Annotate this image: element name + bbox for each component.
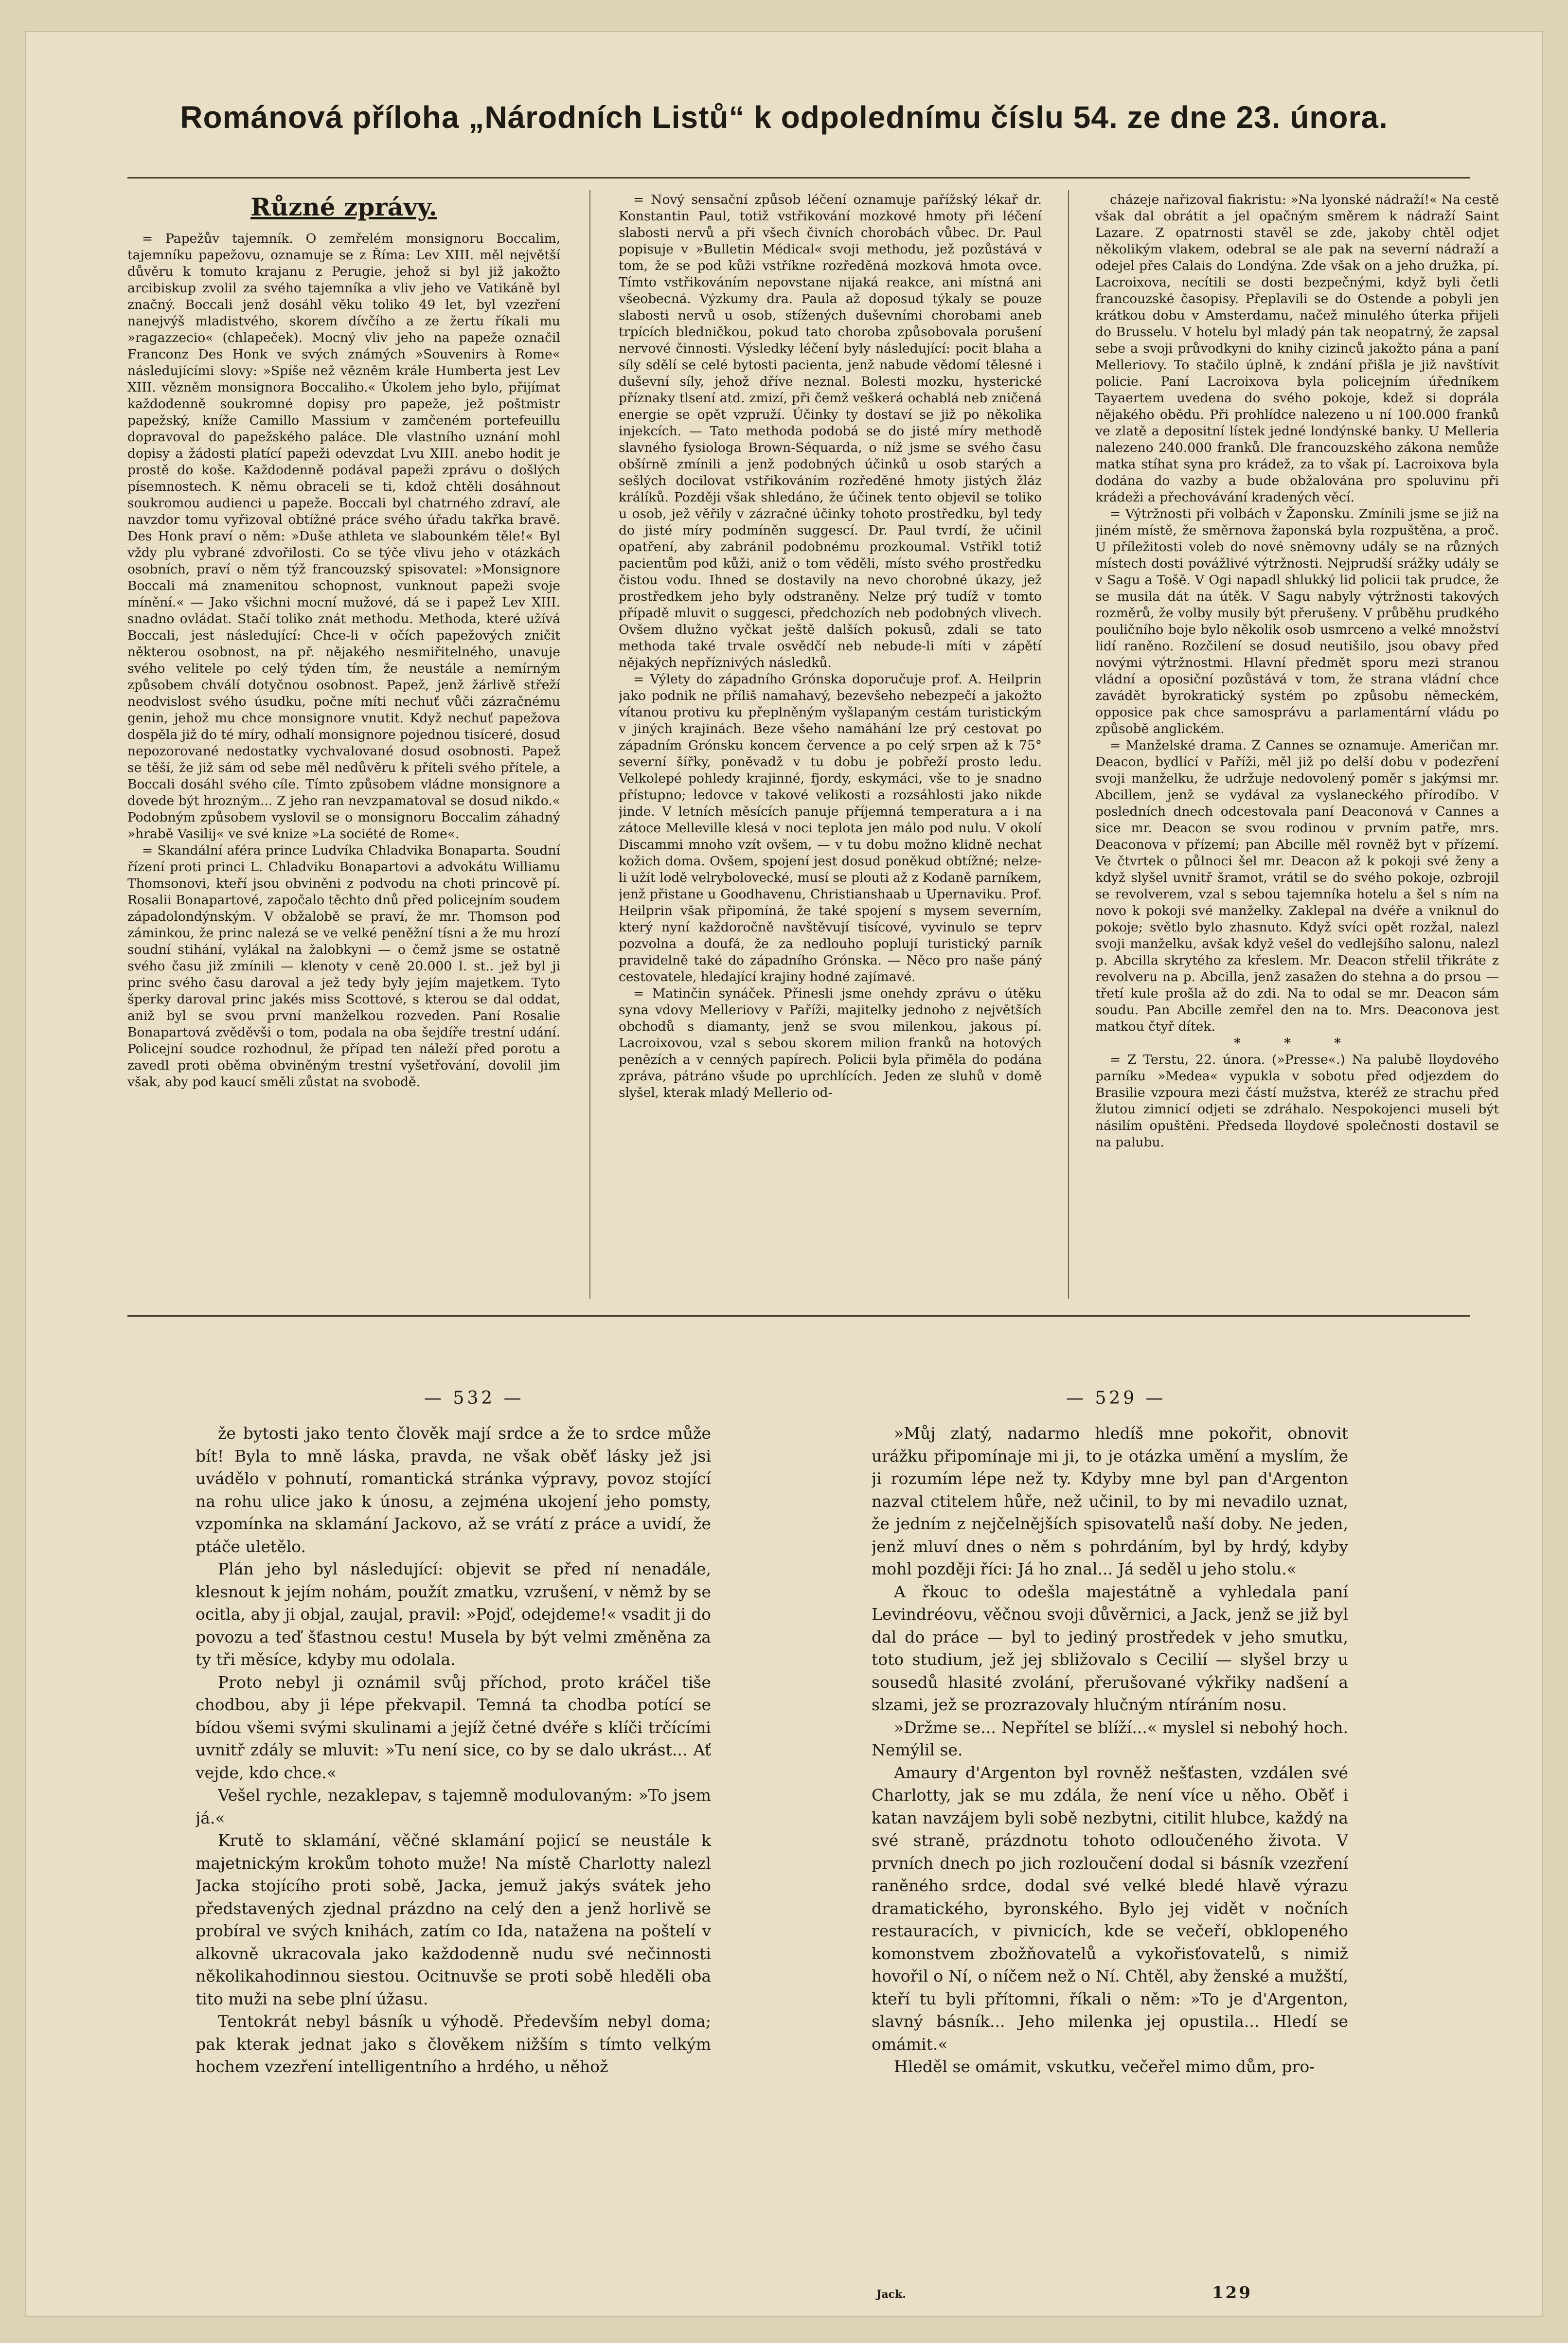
news-item: = Manželské drama. Z Cannes se oznamuje. Američan mr. Deacon, bydlící v Paříži, měl již po delší dobu v podezření svoji manželku, že udržuje nedovolený poměr s jakýmsi mr. Abcillem, jenž se vydával za vyslaneckého přírodíbo. V posledních dnech odcestovala paní Deaconová v Cannes a sice mr. Deacon se svou rodinou v prvním patře, mrs. Deaconova v přízemí; pan Abcille měl rovněž byt v přízemí. Ve čtvrtek o půlnoci šel mr. Deacon až k pokoji své ženy a když slyšel uvnitř šramot, vrátil se do svého pokoje, ozbrojil se revolverem, vzal s sebou tajemníka hotelu a šel s ním na novo k pokoji své manželky. Zaklepal na dvéře a vniknul do pokoje; světlo bylo zhasnuto. Když svíci opět rozžal, nalezl svoji manželku, avšak když vešel do vedlejšího salonu, nalezl p. Abcilla skrytého za křeslem. Mr. Deacon střelil třikráte z revolveru na p. Abcilla, jenž zasažen do stehna a do prsou — třetí kule prošla až do zdi. Na to odal se mr. Deacon sám soudu. Pan Abcille zemřel den na to. Mrs. Deaconova jest matkou čtyř dítek. xyxy=(1095,738,1499,1034)
page-number-left: — 532 — xyxy=(424,1388,524,1408)
novel-page-left xyxy=(196,1422,711,2278)
signature-mark: Jack. xyxy=(876,2288,906,2301)
news-item: = Skandální aféra prince Ludvíka Chladvika Bonaparta. Soudní řízení proti princi L. Chladviku Bonapartovi a advokátu Williamu Thomsonovi, kteří jsou obviněni z podvodu na choti princově pí. Rosalii Bonapartové, započalo těchto dnů před policejním soudem západolondýnským. V obžalobě se praví, že mr. Thomson pod záminkou, že princ nalezá se ve velké peněžní tísni a že mu hrozí soudní stihání, vylákal na žalobkyni — o čemž jsme se ostatně svého času již zmínili — klenoty v ceně 20.000 l. st.. jež byl ji princ svého času daroval a jež tedy byly jejím majetkem. Tyto šperky daroval princ jakés miss Scottové, s kterou se dal oddat, aniž byl se svou první manželkou rozveden. Paní Rosalie Bonapartová zvěděvši o tom, podala na oba šejdíře trestní udání. Policejní soudce rozhodnul, že případ ten náleží před porotu a zavedl proti oběma obviněným trestní vyšetřování, dovolil jim však, aby pod kaucí směli zůstat na svobodě. xyxy=(127,843,560,1090)
newspaper-page xyxy=(25,31,1543,2317)
paragraph: Proto nebyl ji oznámil svůj příchod, proto kráčel tiše chodbou, aby ji lépe překvapil. Temná ta chodba potící se bídou všemi svými skulinami a jejíž četné dvéře s klíči trčícími uvnitř zdály se mluvit: »Tu není sice, co by se dalo ukrást... Ať vejde, kdo chce.« xyxy=(196,1672,711,1782)
column-3 xyxy=(1095,192,1499,1310)
paragraph: »Můj zlatý, nadarmo hledíš mne pokořit, obnovit urážku připomínaje mi ji, to je otázka umění a myslím, že ji rozumím lépe než ty. Kdyby mne byl pan d'Argenton nazval ctitelem hůře, než učinil, to by mi nevadilo uznat, že jedním z nejčelnějších spisovatelů naší doby. Ne jeden, jenž mluví dnes o něm s pohrdáním, byl by hrdý, kdyby mohl později říci: Já ho znal... Já seděl u jeho stolu.« xyxy=(872,1424,1348,1578)
paragraph: Krutě to sklamání, věčné sklamání pojicí se neustále k majetnickým krokům tohoto muže! Na místě Charlotty nalezl Jacka stojícího proti sobě, Jacka, jemuž jakýs svátek jeho představených zjednal prázdno na celý den a jenž horlivě se probíral ve svých knihách, zatím co Ida, natažena na poštelí v alkovně ukracovala jako každodenně nudu své nečinnosti několikahodinnou siestou. Ocitnuvše se proti sobě hleděli oba tito muži na sebe plní úžasu. xyxy=(196,1831,711,2008)
news-item: = Matinčin synáček. Přinesli jsme onehdy zprávu o útěku syna vdovy Melleriovy v Paříži, majitelky jednoho z největších obchodů s diamanty, jenž se svou milenkou, jakous pí. Lacroixovou, vzal s sebou skorem milion franků na hotových penězích a v cenných papírech. Policii byla přiměla do podána zpráva, pátráno všude po uprchlících. Jeden ze sluhů v domě slyšel, kterak mladý Mellerio od- xyxy=(619,986,1042,1100)
column-divider xyxy=(589,190,590,1299)
paragraph: Vešel rychle, nezaklepav, s tajemně modulovaným: »To jsem já.« xyxy=(196,1786,711,1827)
signature-number: 129 xyxy=(1212,2283,1252,2303)
paragraph: Hleděl se omámit, vskutku, večeřel mimo dům, pro- xyxy=(894,2057,1315,2076)
paragraph: A řkouc to odešla majestátně a vyhledala paní Levindréovu, věčnou svoji důvěrnici, a Jack, jenž se již byl dal do práce — byl to jediný prostředek v jeho smutku, toto studium, jež jej sbližovalo s Cecilií — slyšel brzy u sousedů hlasité zvolání, přerušované výkřiky nadšení a slzami, jež se prozrazovaly hlučným ntíráním nosu. xyxy=(872,1582,1348,1714)
news-item: = Papežův tajemník. O zemřelém monsignoru Boccalim, tajemníku papežovu, oznamuje se z Říma: Lev XIII. měl největší důvěru k tomuto krajanu z Perugie, jehož si byl již jakožto arcibiskup zvolil za svého tajemníka a vliv jeho ve Vatikáně byl značný. Boccali jenž dosáhl věku toliko 49 let, byl vzezření nanejvýš mladistvého, skorem dívčího a ze žertu říkali mu »ragazzecio« (chlapeček). Mocný vliv jeho na papeže označil Franconz Des Honk ve svých známých »Souvenirs à Rome« následujícími slovy: »Spíše než vězněm krále Humberta jest Lev XIII. vězněm monsignora Boccaliho.« Úkolem jeho bylo, přijímat každodenně soukromné dopisy pro papeže, jež poštmistr papežský, kníže Camillo Massium v zamčeném portefeuillu dopravoval do papežského paláce. Dle vlastního uznání mohl dopisy a žádosti platící papeži odevzdat Lvu XIII. anebo hodit je prostě do koše. Každodenně podával papeži zprávu o došlých písemnostech. K němu obraceli se ti, kdož chtěli dosáhnout soukromou audienci u papeže. Boccali byl chatrného zdraví, ale navzdor tomu vyřizoval obtížné práce svého úřadu takřka bravě. Des Honk praví o něm: »Duše athleta ve slabounkém těle!« Byl vždy plu vybrané zdvořilosti. Co se týče vlivu jeho v otázkách osobních, praví o něm týž francouzský spisovatel: »Monsignore Boccali má znamenitou schopnost, vunknout papeži svoje mínění.« — Jako všichni mocní mužové, dá se i papež Lev XIII. snadno ovládat. Stačí toliko znát methodu. Methoda, které užívá Boccali, jest následující: Chce-li v očích papežových zničit některou osobnost, na př. nějakého nesmiřitelného, unavuje svého velitele po celý týden tím, že neustále a nemírným způsobem chválí dotyčnou osobnost. Papež, jenž žárlivě střeží neodvislost svého úsudku, počne míti nechuť vůči zázračnému genin, jehož mu chce monsignore vnutit. Když nechuť papežova dospěla již do té míry, odhalí monsignore pojednou tisíceré, dosud nepozorované nedostatky vychvalované dosud osobnosti. Papež se těší, že již sám od sebe měl nedůvěru k příteli svého přítele, a Boccali dosáhl svého cíle. Tímto způsobem vládne monsignore a dovede být hrozným... Z jeho ran nevzpamatoval se dosud nikdo.« Podobným způsobem vyslovil se o monsignoru Boccalim záhadný »hrabě Vasilij« ve své knize »La société de Rome«. xyxy=(127,231,560,841)
novel-page-right xyxy=(872,1422,1348,2278)
paragraph: Plán jeho byl následující: objevit se před ní nenadále, klesnout k jejím nohám, použít zmatku, vzrušení, v němž by se ocitla, aby ji objal, zaujal, pravil: »Pojď, odejdeme!« vsadit ji do povozu a teď šťastnou cestu! Musela by být velmi změněna za ty tři měsíce, kdyby mu odolala. xyxy=(196,1559,711,1669)
ornament-divider: * * * xyxy=(1233,1036,1361,1051)
paragraph: »Držme se... Nepřítel se blíží...« myslel si nebohý hoch. Nemýlil se. xyxy=(872,1717,1348,1759)
news-item: = Nový sensační způsob léčení oznamuje pařížský lékař dr. Konstantin Paul, totiž vstřikování mozkové hmoty při léčení slabosti nervů a při všech čivních chorobách vůbec. Dr. Paul popisuje v »Bulletin Médical« svoji methodu, jež pozůstává v tom, že se pod kůži vstříkne rozředěná mozková hmota ovce. Tímto vstřikováním nepovstane nijaká reakce, ani místná ani všeobecná. Výzkumy dra. Paula až doposud týkaly se pouze slabosti nervů u osob, stížených duševními chorobami aneb trpících bledničkou, pokud tato choroba způsobovala porušení nervové činnosti. Výsledky léčení byly následující: pocit blaha a síly sdělí se celé bytosti pacienta, jenž nabude vědomí tělesné i duševní síly, jehož dříve neznal. Bolesti mozku, hysterické příznaky tlsení atd. zmizí, při čemž veškerá ochablá neb zničená energie se opět vzpruží. Účinky ty dostaví se již po několika injekcích. — Tato methoda podobá se do jisté míry methodě slavného fysiologa Brown-Séquarda, o níž jsme se svého času obšírně zmínili a jenž podobných účinků u osob starých a sešlých docilovat vstřikováním rozředěné hmoty jistých žláz králíků. Později však shledáno, že účinek tento objevil se toliko u osob, jež věřily v zázračné účinky tohoto prostředku, byl tedy do jisté míry podmíněn suggescí. Dr. Paul tvrdí, že učinil opatření, aby zabránil podobnému prozkoumal. Vstřikl totiž pacientům pod kůži, aniž o tom věděli, místo svého prostředku čistou vodu. Ihned se dostavily na nevo chorobné úkazy, jež prostředkem jeho byly odstraněny. Nelze prý tudíž v tomto případě mluvit o suggesci, předchozích neb podobných vlivech. Ovšem dlužno vyčkat ještě dalších pokusů, zdali se tato methoda také trvale osvědčí neb nebude-li míti v zápětí nějakých nepříznivých následků. xyxy=(619,192,1042,670)
column-divider xyxy=(1068,190,1069,1299)
section-rule xyxy=(127,1315,1470,1317)
news-item: cházeje nařizoval fiakristu: »Na lyonské nádraží!« Na cestě však dal obrátit a jel opačným směrem k nádraží Saint Lazare. Z opatrnosti stavěl se zde, jakoby chtěl odjet několikým vlakem, odebral se ale pak na severní nádraží a odejel přes Calais do Londýna. Zde však on a jeho družka, pí. Lacroixova, necítili se dosti bezpečnými, když byli četli francouzské časopisy. Přeplavili se do Ostende a pobyli jen krátkou dobu v Amsterdamu, načež minulého úterka přijeli do Brusselu. V hotelu byl mladý pán tak neopatrný, že zapsal sebe a svoji průvodkyni do knihy cizinců jakožto pána a paní Melleriovy. To stačilo úplně, k zndání přišla je již navštívit policie. Paní Lacroixova byla policejním úředníkem Tayaertem uvedena do svého pokoje, kdež si doprála nějakého obědu. Při prohlídce nalezeno u ní 100.000 franků ve zlatě a depositní lístek jedné londýnské banky. U Melleria nalezeno 240.000 franků. Dle francouzského zákona nemůže matka stíhat syna pro krádež, za to však pí. Lacroixova byla dodána do vazby a bude obžalována pro spoluvinu při krádeži a přechovávání kradených věcí. xyxy=(1095,192,1499,505)
page-header: Románová příloha „Národních Listů“ k odpolednímu číslu 54. ze dne 23. února. xyxy=(180,100,1388,135)
paragraph: že bytosti jako tento člověk mají srdce a že to srdce může bít! Byla to mně láska, pravda, ne však oběť lásky jež jsi uvádělo v pohnutí, romantická stránka výpravy, povoz stojící na rohu ulice jako k únosu, a zejména ukojení jeho pomsty, vzpomínka na sklamání Jackovo, až se vrátí z práce a uvidí, že ptáče uletělo. xyxy=(196,1424,711,1556)
paragraph: Tentokrát nebyl básník u výhodě. Především nebyl doma; pak kterak jednat jako s člověkem nižším s tímto velkým hochem vzezření intelligentního a hrdého, u něhož xyxy=(196,2012,711,2076)
paragraph: Amaury d'Argenton byl rovněž nešťasten, vzdálen své Charlotty, jak se mu zdála, že není více u něho. Oběť i katan navzájem byli sobě nezbytni, citilit hlubce, každý na své straně, prázdnotu tohoto odloučeného života. V prvních dnech po jich rozloučení dodal si básník vzezření raněného srdce, dodal své velké bledé hlavě výrazu dramatického, byronského. Bylo jej vidět v nočních restauracích, v pivnicích, kde se večeří, obklopeného komonstvem zbožňovatelů a vykořisťovatelů, s nimiž hovořil o Ní, o níčem než o Ní. Chtěl, aby ženské a mužští, kteří tu byli přítomni, říkali o něm: »To je d'Argenton, slavný básník... Jeho milenka jej opustila... Hledí se omámit.« xyxy=(872,1763,1348,2054)
news-item: = Výlety do západního Grónska doporučuje prof. A. Heilprin jako podnik ne příliš namahavý, bezevšeho nebezpečí a jakožto vítanou protivu ku přeplněným vyšlapaným cestám turistickým v jiných krajinách. Beze všeho namáhání lze prý cestovat po západním Grónsku koncem července a po celý srpen až k 75° severní šířky, poněvadž v tu dobu je pobřeží prosto ledu. Velkolepé pohledy krajinné, fjordy, eskymáci, vše to je snadno přístupno; ledovce v takové velikosti a rozsáhlosti jako nikde jinde. V letních měsících panuje příjemná temperatura a i na zátoce Melleville klesá v noci teplota jen málo pod nulu. V okolí Discammi mnoho vzít ovšem, — v tu dobu možno klidně nechat kožich doma. Ovšem, spojení jest dosud poněkud obtížné; nelze-li užít lodě velrybolovecké, musí se plouti až z Kodaně parníkem, jenž přistane u Goodhavenu, Christianshaab u Upernaviku. Prof. Heilprin však připomíná, že také spojení s mysem severním, který nyní každoročně navštěvují tisícové, vyvinulo se teprv pozvolna a doufá, že za nedlouho poplují turistický parník pravidelně také do západního Grónska. — Něco pro naše páný cestovatele, hledající krajiny hodné zajímavé. xyxy=(619,672,1042,984)
column-2 xyxy=(619,192,1042,1310)
news-item: = Z Terstu, 22. února. (»Presse«.) Na palubě lloydového parníku »Medea« vypukla v sobotu před odjezdem do Brasilie vzpoura mezi částí mužstva, kteréž ze strachu před žlutou zimnicí odjeti se zdráhalo. Nespokojenci museli být násilím opuštěni. Předsedа lloydové společnosti dostavil se na palubu. xyxy=(1095,1052,1499,1150)
page-number-right: — 529 — xyxy=(1066,1388,1166,1408)
section-title: Různé zprávy. xyxy=(250,193,437,221)
top-rule xyxy=(127,177,1470,179)
column-1 xyxy=(127,192,560,1310)
news-item: = Výtržnosti při volbách v Žaponsku. Zmínili jsme se již na jiném místě, že směrnova žaponská byla rozpuštěna, a proč. U příležitosti voleb do nové sněmovny udály se na různých místech dosti povážlivé výtržnosti. Nejprudší srážky udály se v Sagu a Tošě. V Ogi napadl shlukký lid policii tak prudce, že se musila dát na útěk. V Sagu nabyly výtržnosti takových rozměrů, že volby musily být přerušeny. V průběhu prudkého pouličního boje bylo několik osob usmrceno a velké množství lidí raněno. Rozčilení se dosud neutišilo, jsou obavy před novými výtržnostmi. Hlavní předmět sporu mezi stranou vládní a oposiční pozůstává v tom, že strana vládní chce zavádět byrokratický systém po způsobu německém, opposice pak chce samosprávu a parlamentární vládu po způsobě anglickém. xyxy=(1095,506,1499,736)
